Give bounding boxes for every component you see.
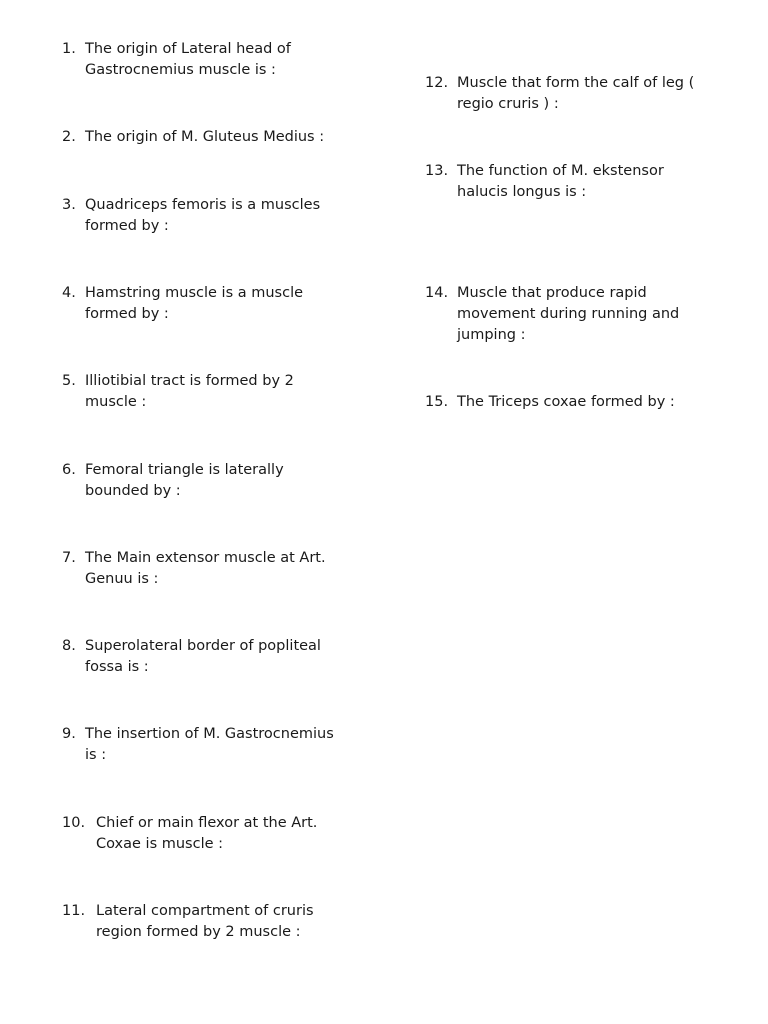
question-number: 14. [425, 285, 449, 301]
question-text: The insertion of M. Gastrocnemius is : [85, 726, 334, 763]
question-text: The Main extensor muscle at Art. Genuu is : [85, 550, 326, 587]
question-14 [425, 283, 725, 346]
question-text: The origin of M. Gluteus Medius : [85, 129, 325, 145]
question-text: Femoral triangle is laterally bounded by : [85, 462, 284, 499]
question-5 [62, 371, 362, 413]
question-text: Illiotibial tract is formed by 2 muscle : [85, 373, 294, 410]
question-text: Lateral compartment of cruris region formed by 2 muscle : [96, 903, 314, 940]
question-9 [62, 724, 362, 766]
question-number: 10. [62, 815, 86, 831]
question-text: Quadriceps femoris is a muscles formed by : [85, 197, 321, 234]
question-2 [62, 127, 362, 148]
question-text: Chief or main flexor at the Art. Coxae is muscle : [96, 815, 318, 852]
question-11 [62, 901, 362, 943]
question-text: Muscle that produce rapid movement during running and jumping : [457, 285, 680, 343]
question-10 [62, 813, 362, 855]
question-number: 6. [62, 462, 76, 478]
question-number: 4. [62, 285, 76, 301]
question-number: 11. [62, 903, 86, 919]
question-1 [62, 39, 362, 81]
question-number: 15. [425, 394, 449, 410]
question-4 [62, 283, 362, 325]
question-number: 3. [62, 197, 76, 213]
question-number: 7. [62, 550, 76, 566]
question-number: 5. [62, 373, 76, 389]
question-number: 12. [425, 75, 449, 91]
question-number: 9. [62, 726, 76, 742]
question-text: The origin of Lateral head of Gastrocnemius muscle is : [85, 41, 291, 78]
question-3 [62, 195, 362, 237]
question-text: The function of M. ekstensor halucis longus is : [457, 163, 664, 200]
question-text: Hamstring muscle is a muscle formed by : [85, 285, 304, 322]
question-text: Superolateral border of popliteal fossa is : [85, 638, 321, 675]
question-number: 1. [62, 41, 76, 57]
question-13 [425, 161, 725, 203]
question-number: 2. [62, 129, 76, 145]
question-7 [62, 548, 362, 590]
question-number: 13. [425, 163, 449, 179]
question-text: Muscle that form the calf of leg ( regio cruris ) : [457, 75, 695, 112]
question-8 [62, 636, 362, 678]
question-6 [62, 460, 362, 502]
question-15 [425, 392, 725, 413]
question-number: 8. [62, 638, 76, 654]
question-12 [425, 73, 725, 115]
question-text: The Triceps coxae formed by : [457, 394, 675, 410]
